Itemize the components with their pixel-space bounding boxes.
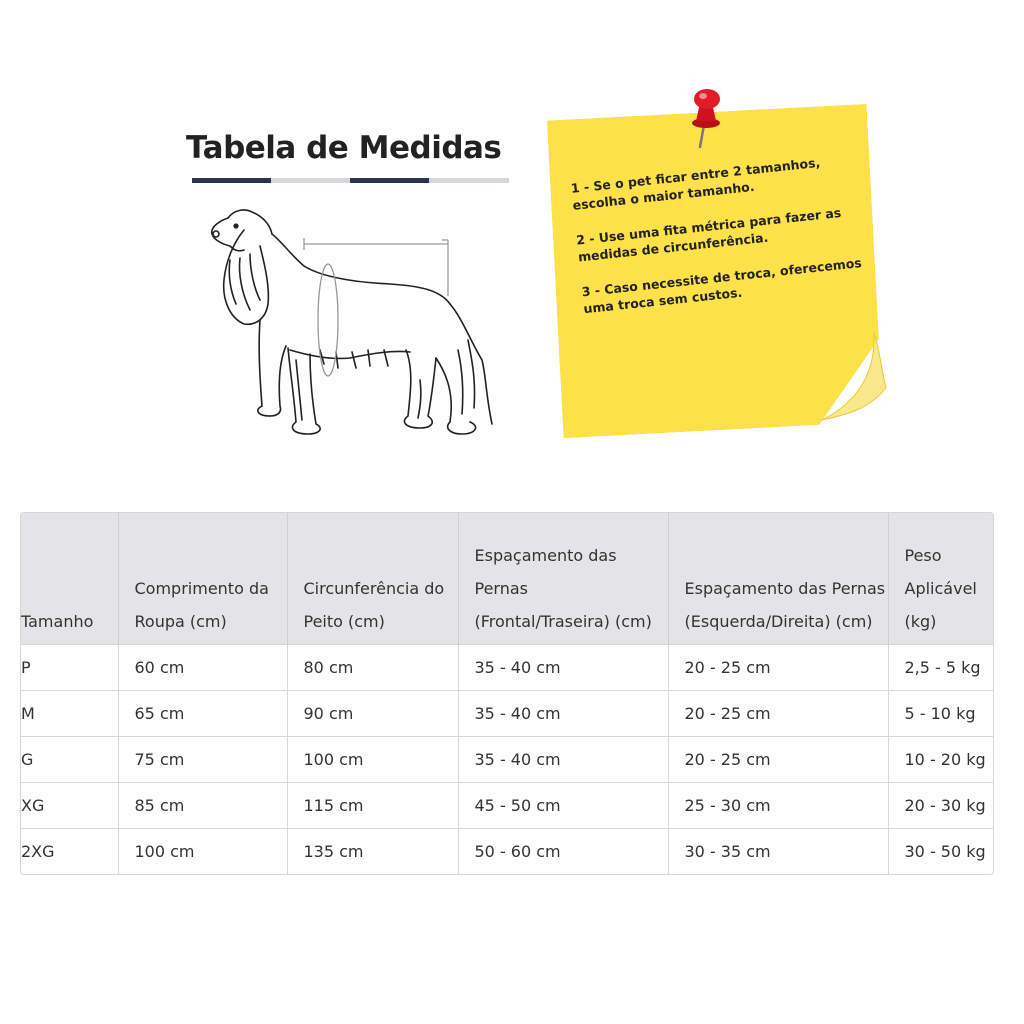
header-chest: Circunferência do Peito (cm)	[287, 513, 458, 644]
table-cell: 135 cm	[287, 828, 458, 874]
header-leg-spacing-front-back: Espaçamento das Pernas (Frontal/Traseira) (cm)	[458, 513, 668, 644]
table-cell: 30 - 50 kg	[888, 828, 993, 874]
table-cell: XG	[21, 782, 118, 828]
table-cell: M	[21, 690, 118, 736]
table-cell: P	[21, 644, 118, 690]
table-cell: 25 - 30 cm	[668, 782, 888, 828]
note-text	[570, 149, 885, 336]
table-cell: 90 cm	[287, 690, 458, 736]
header-length: Comprimento da Roupa (cm)	[118, 513, 287, 644]
table-row	[21, 644, 993, 690]
note-item-1: 1 - Se o pet ficar entre 2 tamanhos, escolha o maior tamanho.	[570, 154, 821, 213]
table-cell: 35 - 40 cm	[458, 690, 668, 736]
table-cell: 60 cm	[118, 644, 287, 690]
table-row	[21, 690, 993, 736]
table-cell: 115 cm	[287, 782, 458, 828]
table-cell: 50 - 60 cm	[458, 828, 668, 874]
note-curl	[800, 332, 890, 432]
header-leg-spacing-left-right: Espaçamento das Pernas (Esquerda/Direita) (cm)	[668, 513, 888, 644]
table-cell: 100 cm	[287, 736, 458, 782]
table-cell: 75 cm	[118, 736, 287, 782]
table-cell: 80 cm	[287, 644, 458, 690]
note-item-2: 2 - Use uma fita métrica para fazer as medidas de circunferência.	[575, 204, 842, 265]
title-underline-accent	[350, 178, 429, 183]
table-cell: 85 cm	[118, 782, 287, 828]
table-row	[21, 736, 993, 782]
size-table	[20, 512, 994, 875]
header-weight: Peso Aplicável (kg)	[888, 513, 993, 644]
table-cell: 35 - 40 cm	[458, 644, 668, 690]
dog-measure-icon	[200, 200, 500, 450]
table-cell: G	[21, 736, 118, 782]
title-underline-accent	[192, 178, 271, 183]
table-row	[21, 782, 993, 828]
page-title: Tabela de Medidas	[186, 130, 502, 166]
table-row	[21, 828, 993, 874]
table-cell: 45 - 50 cm	[458, 782, 668, 828]
table-cell: 30 - 35 cm	[668, 828, 888, 874]
table-cell: 35 - 40 cm	[458, 736, 668, 782]
pushpin-icon	[680, 85, 730, 150]
table-cell: 100 cm	[118, 828, 287, 874]
table-cell: 65 cm	[118, 690, 287, 736]
table-cell: 2,5 - 5 kg	[888, 644, 993, 690]
table-cell: 20 - 30 kg	[888, 782, 993, 828]
note-item-3: 3 - Caso necessite de troca, oferecemos uma troca sem custos.	[580, 255, 863, 317]
header-size: Tamanho	[21, 513, 118, 644]
table-cell: 20 - 25 cm	[668, 736, 888, 782]
table-cell: 20 - 25 cm	[668, 690, 888, 736]
table-cell: 10 - 20 kg	[888, 736, 993, 782]
table-cell: 20 - 25 cm	[668, 644, 888, 690]
table-header-row	[21, 513, 993, 644]
table-cell: 5 - 10 kg	[888, 690, 993, 736]
table-cell: 2XG	[21, 828, 118, 874]
